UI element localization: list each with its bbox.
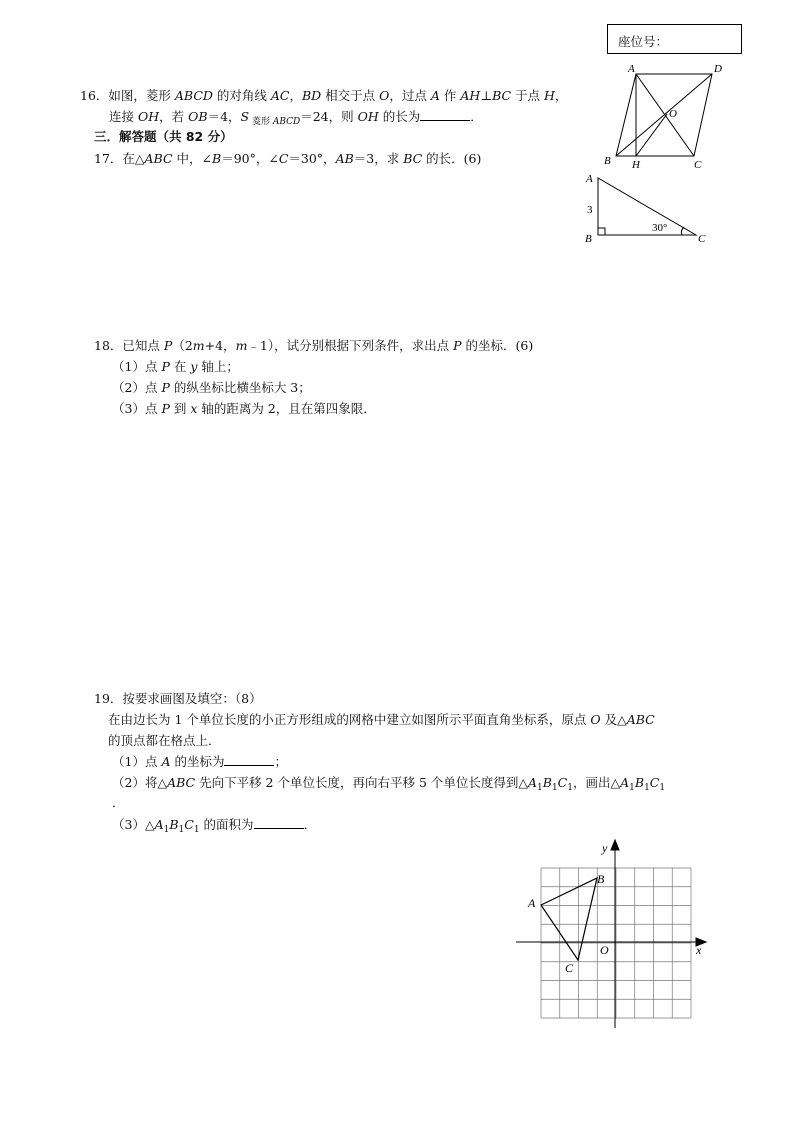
diagonal-bd xyxy=(616,74,712,156)
q16-line1: 16．如图，菱形 ABCD 的对角线 AC，BD 相交于点 O，过点 A 作 AH⊥BC 于点 H， xyxy=(80,88,568,103)
label-a: A xyxy=(586,173,593,185)
q19-sub2: （2）将△ABC 先向下平移 2 个单位长度，再向右平移 5 个单位长度得到$\triangle A_1B_1C_1$，画出$\triangle A_1B_1C_1$ xyxy=(112,775,666,793)
q16-rhombus-figure xyxy=(596,62,732,172)
q18-text: 18．已知点 P（2m+4，m﹣1），试分别根据下列条件，求出点 P 的坐标．(6) xyxy=(94,338,534,353)
label-x: x xyxy=(696,943,702,957)
q18-sub3: （3）点 P 到 x 轴的距离为 2，且在第四象限． xyxy=(112,401,376,416)
seat-number-box xyxy=(607,24,742,54)
q18-sub1: （1）点 P 在 y 轴上； xyxy=(112,359,239,374)
label-c: C xyxy=(698,233,706,245)
q19-line2: 在由边长为 1 个单位长度的小正方形组成的网格中建立如图所示平面直角坐标系，原点 O 及△ABC xyxy=(108,712,655,727)
q16-answer-blank[interactable] xyxy=(420,108,470,121)
label-o: O xyxy=(600,943,609,957)
label-h: H xyxy=(632,159,640,171)
triangle-abc xyxy=(541,878,597,960)
triangle-abc xyxy=(598,178,696,235)
q19-grid-figure xyxy=(510,836,720,1036)
label-a: A xyxy=(528,896,536,910)
q19-line3: 的顶点都在格点上． xyxy=(108,733,221,748)
label-c: C xyxy=(565,961,574,975)
q19-answer-blank-3[interactable] xyxy=(254,816,304,829)
label-y: y xyxy=(602,841,608,855)
label-a: A xyxy=(628,63,635,75)
q19-sub3: $(3)\triangle A_1B_1C_1$ 的面积为 ． xyxy=(112,817,317,835)
label-d: D xyxy=(714,63,722,75)
section-3-title: 三．解答题（共 82 分） xyxy=(94,129,233,144)
seat-number-label: 座位号： xyxy=(618,34,669,49)
label-angle-c: 30° xyxy=(652,222,668,234)
q19-title: 19．按要求画图及填空：（8） xyxy=(94,691,262,706)
label-side-ab: 3 xyxy=(587,204,593,216)
q19-sub2-dot: ． xyxy=(112,795,125,810)
label-b: B xyxy=(585,233,592,245)
q18-sub2: （2）点 P 的纵坐标比横坐标大 3； xyxy=(112,380,311,395)
q16-line2: 连接 OH，若 OB＝4，S $_{菱形}$ $_{ABCD}$＝24，则 OH 的长为 ． xyxy=(109,109,483,127)
q19-sub1: （1）点 A 的坐标为 ； xyxy=(112,754,287,769)
q19-answer-blank-1[interactable] xyxy=(224,753,274,766)
label-b: B xyxy=(604,155,611,167)
q17-text: 17．在△ABC 中，∠B＝90°，∠C＝30°，AB＝3，求 BC 的长．(6) xyxy=(94,151,482,166)
label-o: O xyxy=(669,108,677,120)
label-b: B xyxy=(597,872,605,886)
grid-lines xyxy=(541,868,691,1018)
label-c: C xyxy=(694,159,702,171)
y-axis-arrow xyxy=(611,840,619,850)
q17-triangle-figure xyxy=(582,170,716,248)
right-angle-marker xyxy=(598,228,605,235)
